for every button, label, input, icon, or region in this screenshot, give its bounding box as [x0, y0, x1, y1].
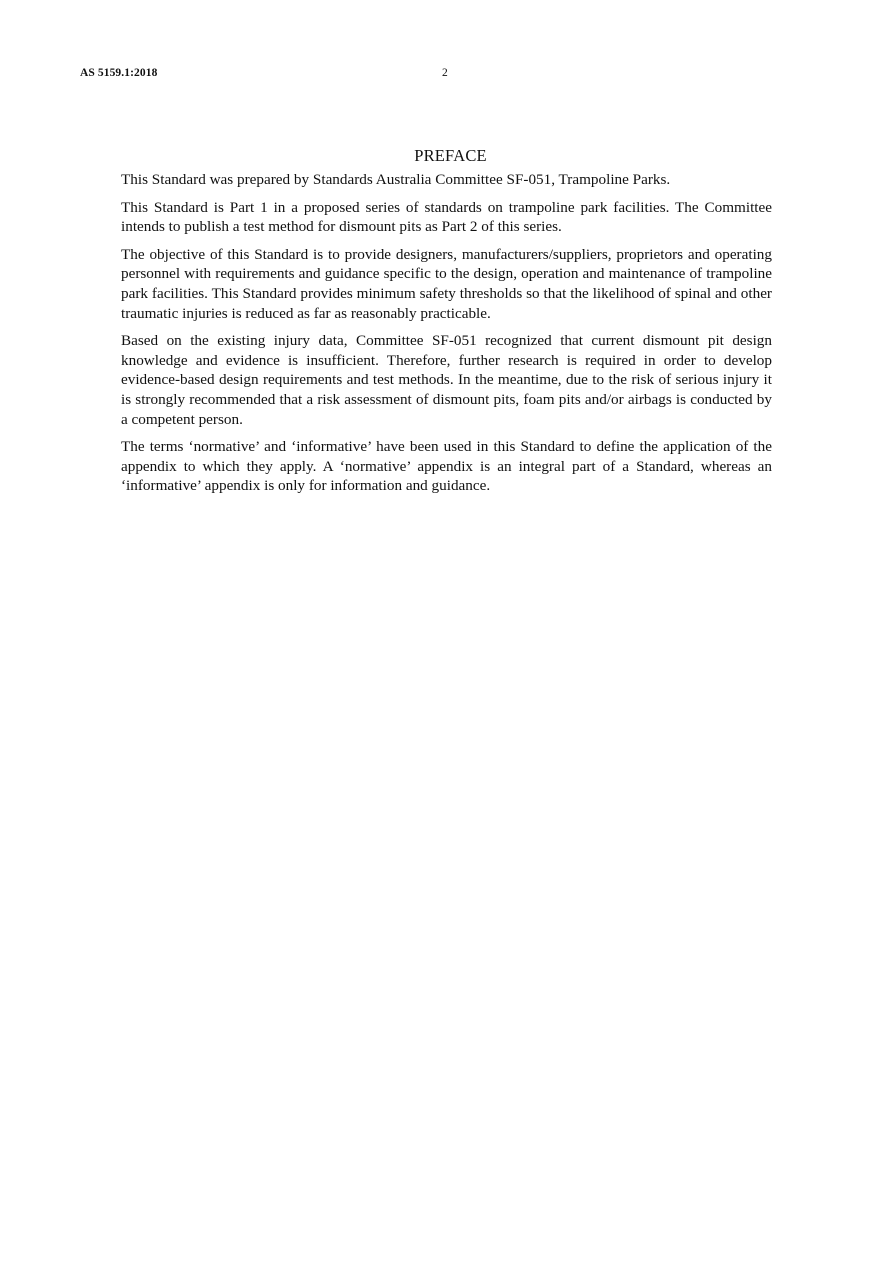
preface-paragraph-5: The terms ‘normative’ and ‘informative’ have been used in this Standard to define the application of the appendix to which they apply. A ‘normative’ appendix is an integral part of a Standard, whereas an ‘informative’ appendix is only for information and guidance. [121, 438, 772, 495]
preface-paragraph-3: The objective of this Standard is to provide designers, manufacturers/suppliers, proprietors and operating personnel with requirements and guidance specific to the design, operation and maintenance of trampoline park facilities. This Standard provides minimum safety thresholds so that the likelihood of spinal and other traumatic injuries is reduced as far as reasonably practicable. [121, 245, 772, 322]
standard-id: AS 5159.1:2018 [80, 67, 158, 79]
preface-section [121, 146, 772, 504]
preface-paragraph-4: Based on the existing injury data, Committee SF-051 recognized that current dismount pit design knowledge and evidence is insufficient. Therefore, further research is required in order to develop evidence-based design requirements and test methods. In the meantime, due to the risk of serious injury it is strongly recommended that a risk assessment of dismount pits, foam pits and/or airbags is conducted by a competent person. [121, 332, 772, 428]
page-number: 2 [442, 67, 448, 79]
section-title: PREFACE [414, 146, 487, 165]
preface-paragraph-2: This Standard is Part 1 in a proposed series of standards on trampoline park facilities. The Committee intends to publish a test method for dismount pits as Part 2 of this series. [121, 198, 772, 236]
preface-paragraph-1: This Standard was prepared by Standards Australia Committee SF-051, Trampoline Parks. [121, 171, 671, 188]
